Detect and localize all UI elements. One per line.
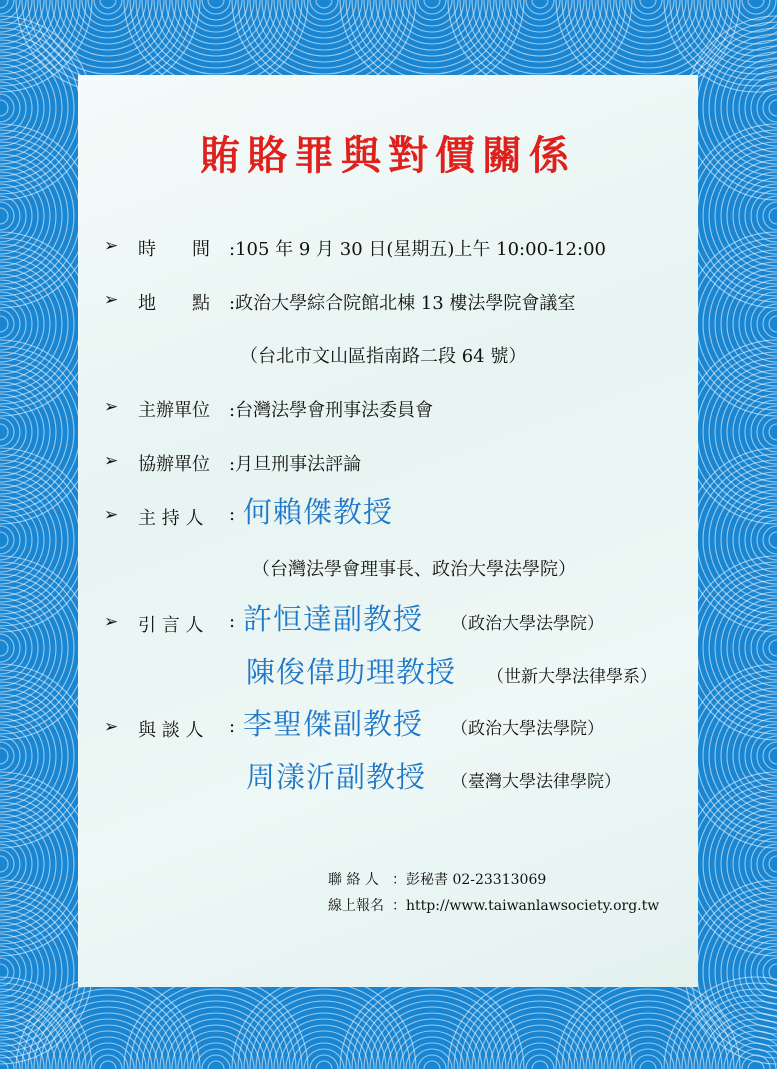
organizer-value: :台灣法學會刑事法委員會 — [229, 400, 434, 421]
introducer-affiliation: （政治大學法學院） — [451, 614, 604, 634]
discussant-name: 李聖傑副教授 — [243, 707, 424, 741]
host-affiliation: （台灣法學會理事長、政治大學法學院） — [252, 559, 576, 580]
place-label: 地 點 — [138, 293, 210, 314]
discussant-name: 周漾沂副教授 — [246, 760, 427, 794]
content-panel — [78, 75, 698, 987]
time-value: :105 年 9 月 30 日(星期五)上午 10:00-12:00 — [229, 239, 606, 260]
organizer-label: 主辦單位 — [138, 400, 210, 421]
discussants-colon: : — [229, 716, 236, 737]
discussant-affiliation: （政治大學法學院） — [451, 719, 604, 739]
registration-link[interactable]: ：http://www.taiwanlawsociety.org.tw — [392, 898, 660, 914]
time-label: 時 間 — [138, 239, 210, 260]
contact-label: 聯 絡 人 — [328, 872, 379, 888]
introducer-affiliation: （世新大學法律學系） — [487, 667, 657, 687]
bullet-icon: ➢ — [104, 612, 119, 632]
host-name: 何賴傑教授 — [243, 495, 394, 529]
bullet-icon: ➢ — [104, 717, 119, 737]
co-organizer-value: :月旦刑事法評論 — [229, 454, 362, 475]
introducer-name: 陳俊偉助理教授 — [246, 655, 457, 689]
bullet-icon: ➢ — [104, 236, 119, 256]
page-title: 賄賂罪與對價關係 — [200, 132, 576, 179]
co-organizer-label: 協辦單位 — [138, 454, 210, 475]
bullet-icon: ➢ — [104, 451, 119, 471]
introducers-colon: : — [229, 611, 236, 632]
place-address: （台北市文山區指南路二段 64 號） — [240, 346, 527, 367]
introducers-label: 引 言 人 — [138, 615, 204, 636]
place-value: :政治大學綜合院館北棟 13 樓法學院會議室 — [229, 293, 576, 314]
contact-value: ：彭秘書 02-23313069 — [392, 872, 547, 888]
registration-label: 線上報名 — [328, 898, 384, 914]
introducer-name: 許恒達副教授 — [243, 602, 424, 636]
discussant-affiliation: （臺灣大學法律學院） — [451, 772, 621, 792]
host-colon: : — [229, 504, 236, 525]
bullet-icon: ➢ — [104, 397, 119, 417]
bullet-icon: ➢ — [104, 505, 119, 525]
discussants-label: 與 談 人 — [138, 720, 204, 741]
host-label: 主 持 人 — [138, 508, 204, 529]
bullet-icon: ➢ — [104, 290, 119, 310]
